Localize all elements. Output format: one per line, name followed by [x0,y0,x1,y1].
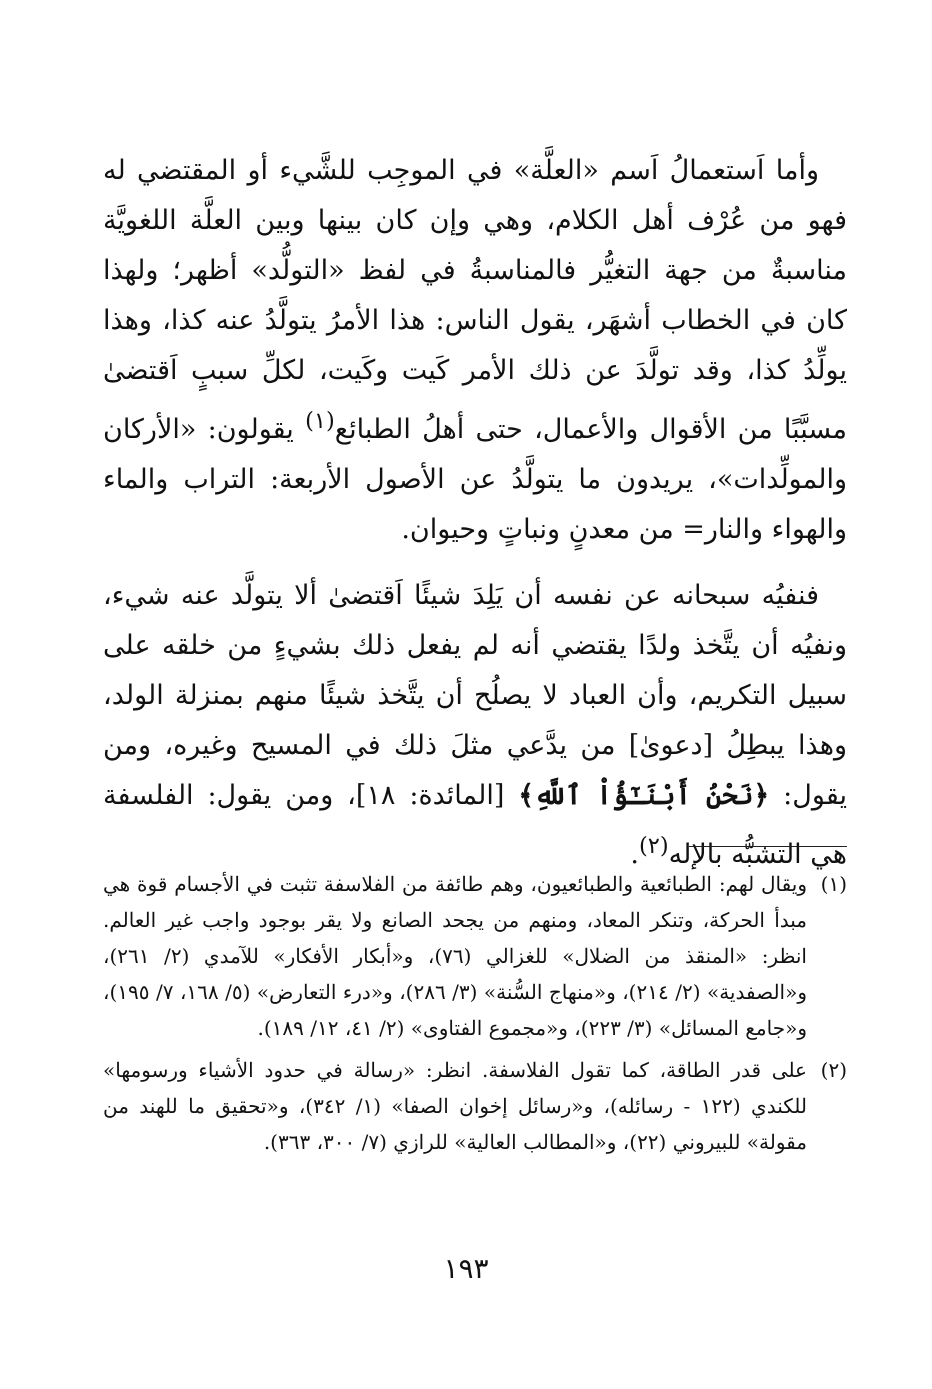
footnotes [103,866,847,1166]
paragraph-2-text-continued: [المائدة: ١٨]، ومن يقول: الفلسفة هي التشبُّه بالإله [103,780,847,870]
main-text [103,146,847,896]
footnote-separator [689,846,847,847]
paragraph-2-end: . [630,839,639,870]
footnote-1-number: (١) [820,872,847,896]
footnote-2-text: على قدر الطاقة، كما تقول الفلاسفة. انظر: «رسالة في حدود الأشياء ورسومها» للكندي (١٢٢ - رسائله)، و«رسائل إخوان الصفا» (١/ ٣٤٢)، و«تحقيق ما للهند من مقولة» للبيروني (٢٢)، و«المطالب العالية» للرازي (٧/ ٣٠٠، ٣٦٣). [103,1058,807,1154]
footnote-2-number: (٢) [820,1058,847,1082]
footnote-ref-2: (٢) [639,833,669,859]
paragraph-1 [103,146,847,555]
footnote-1 [103,866,847,1046]
paragraph-1-text-continued: يقولون: «الأركان والمولِّدات»، يريدون ما يتولَّدُ عن الأصول الأربعة: التراب والماء والهواء والنار= من معدنٍ ونباتٍ وحيوان. [103,414,847,545]
paragraph-2-text: فنفيُه سبحانه عن نفسه أن يَلِدَ شيئًا اَقتضىٰ ألا يتولَّد عنه شيء، ونفيُه أن يتَّخذ ولدًا يقتضي أنه لم يفعل ذلك بشيءٍ من خلقه على سبيل التكريم، وأن العباد لا يصلُح أن يتَّخذ شيئًا منهم بمنزلة الولد، وهذا يبطِلُ [دعوىٰ] من يدَّعي مثلَ ذلك في المسيح وغيره، ومن يقول: [103,580,847,811]
footnote-2 [103,1052,847,1160]
footnote-1-text: ويقال لهم: الطبائعية والطبائعيون، وهم طائفة من الفلاسفة تثبت في الأجسام قوة هي مبدأ الحركة، وتنكر المعاد، ومنهم من يجحد الصانع ولا يقر بوجود واجب غير العالم. انظر: «المنقذ من الضلال» للغزالي (٧٦)، و«أبكار الأفكار» للآمدي (٢/ ٢٦١)، و«الصفدية» (٢/ ٢١٤)، و«منهاج السُّنة» (٣/ ٢٨٦)، و«درء التعارض» (٥/ ١٦٨، ٧/ ١٩٥)، و«جامع المسائل» (٣/ ٢٢٣)، و«مجموع الفتاوى» (٢/ ٤١، ١٢/ ١٨٩). [103,872,807,1040]
paragraph-2 [103,571,847,880]
paragraph-1-text: وأما اَستعمالُ اَسم «العلَّة» في الموجِب للشَّيء أو المقتضي له فهو من عُرْف أهل الكلام، وهي وإن كان بينها وبين العلَّة اللغويَّة مناسبةٌ من جهة التغيُّر فالمناسبةُ في لفظ «التولُّد» أظهر؛ ولهذا كان في الخطاب أشهَر، يقول الناس: هذا الأمرُ يتولَّدُ عنه كذا، وهذا يولِّدُ كذا، وقد تولَّدَ عن ذلك الأمر كَيت وكَيت، لكلِّ سببٍ اَقتضىٰ مسبَّبًا من الأقوال والأعمال، حتى أهلُ الطبائع [103,155,847,445]
page-number: ١٩٣ [443,1252,489,1285]
footnote-ref-1: (١) [305,408,335,434]
quran-quote: ﴿نَحْنُ أَبْنَـٰٓؤُاْ ٱللَّهِ﴾ [518,780,770,811]
